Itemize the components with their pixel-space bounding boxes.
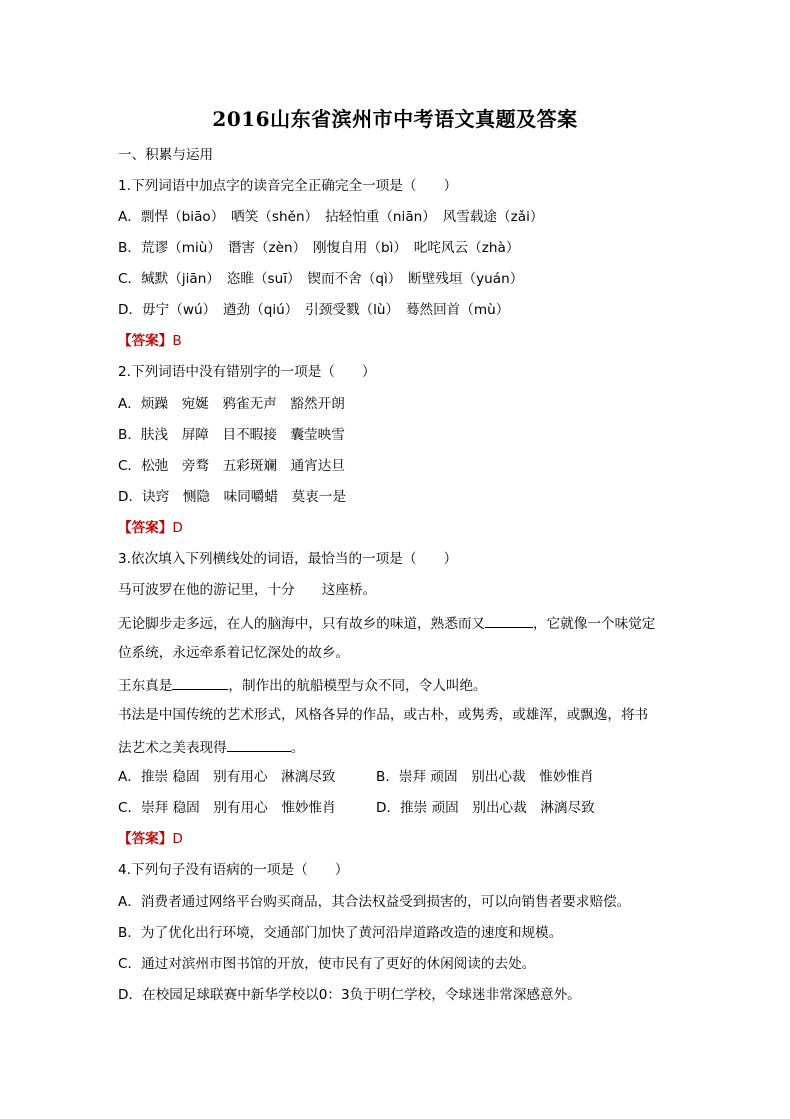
- question-2-answer: [118, 519, 183, 537]
- question-1-option-a: A．剽悍（biāo） 哂笑（shěn） 拈轻怕重（niān） 风雪载途（zǎi）: [118, 209, 544, 225]
- question-3-sentence-1: 马可波罗在他的游记里，十分 这座桥。: [118, 582, 377, 598]
- question-3-option-c: C．崇拜 稳固 别有用心 惟妙惟肖: [118, 800, 336, 816]
- question-3-sentence-4: 书法是中国传统的艺术形式，风格各异的作品，或古朴，或隽秀，或雄浑，或飘逸，将书: [118, 707, 649, 723]
- text: 。: [290, 740, 305, 756]
- question-3-sentence-2: [118, 613, 655, 633]
- question-3-options-cd: [118, 799, 595, 817]
- question-2-stem: 2.下列词语中没有错别字的一项是（ ）: [118, 364, 376, 380]
- question-2-option-d: D．诀窍 恻隐 味同嚼蜡 莫衷一是: [118, 489, 346, 505]
- text: 无论脚步走多远，在人的脑海中，只有故乡的味道，熟悉而又: [118, 616, 486, 632]
- fill-blank: [227, 737, 291, 752]
- text: 法艺术之美表现得: [118, 740, 227, 756]
- question-2-option-b: B．肤浅 屏障 目不暇接 囊莹映雪: [118, 427, 345, 443]
- question-2-option-a: A．烦躁 宛娫 鸦雀无声 豁然开朗: [118, 396, 345, 412]
- question-4-option-a: A．消费者通过网络平台购买商品，其合法权益受到损害的，可以向销售者要求赔偿。: [118, 894, 631, 910]
- question-4-option-b: B．为了优化出行环境，交通部门加快了黄河沿岸道路改造的速度和规模。: [118, 925, 563, 941]
- document-title: 2016山东省滨州市中考语文真题及答案: [212, 107, 578, 131]
- question-3-sentence-3: [118, 675, 487, 695]
- text: ，制作出的航船模型与众不同，令人叫绝。: [228, 678, 487, 694]
- question-1-option-b: B．荒谬（miù） 谮害（zèn） 刚愎自用（bì） 叱咤风云（zhà）: [118, 240, 520, 256]
- question-4-option-d: D．在校园足球联赛中新华学校以0：3负于明仁学校，令球迷非常深感意外。: [118, 987, 581, 1003]
- question-1-answer: [118, 332, 182, 350]
- answer-value: D: [172, 831, 183, 847]
- answer-value: D: [172, 520, 183, 536]
- question-4-option-c: C．通过对滨州市图书馆的开放，使市民有了更好的休闲阅读的去处。: [118, 956, 536, 972]
- question-3-option-a: A．推崇 稳固 别有用心 淋漓尽致: [118, 769, 336, 785]
- text: ，它就像一个味觉定: [533, 616, 656, 632]
- question-3-sentence-2-cont: 位系统，永远牵系着记忆深处的故乡。: [118, 645, 350, 661]
- answer-label: 【答案】: [118, 831, 173, 847]
- question-4-stem: 4.下列句子没有语病的一项是（ ）: [118, 862, 349, 878]
- question-2-option-c: C．松弛 旁骛 五彩斑斓 通宵达旦: [118, 458, 345, 474]
- fill-blank: [172, 675, 228, 690]
- answer-value: B: [172, 333, 182, 349]
- question-3-sentence-4-cont: [118, 737, 304, 757]
- answer-label: 【答案】: [118, 333, 173, 349]
- question-3-stem: 3.依次填入下列横线处的词语，最恰当的一项是（ ）: [118, 551, 458, 567]
- question-3-answer: [118, 830, 183, 848]
- text: 王东真是: [118, 678, 173, 694]
- question-3-option-d: D．推崇 顽固 别出心裁 淋漓尽致: [376, 800, 595, 816]
- question-1-stem: 1.下列词语中加点字的读音完全正确完全一项是（ ）: [118, 178, 458, 194]
- section-heading: 一、积累与运用: [118, 147, 214, 163]
- question-3-options-ab: [118, 768, 594, 786]
- answer-label: 【答案】: [118, 520, 173, 536]
- question-1-option-c: C．缄默（jiān） 恣睢（suī） 锲而不舍（qì） 断壁残垣（yuán）: [118, 271, 524, 287]
- question-3-option-b: B．崇拜 顽固 别出心裁 惟妙惟肖: [376, 769, 594, 785]
- fill-blank: [485, 613, 533, 628]
- question-1-option-d: D．毋宁（wú） 遒劲（qiú） 引颈受戮（lù） 蓦然回首（mù）: [118, 302, 510, 318]
